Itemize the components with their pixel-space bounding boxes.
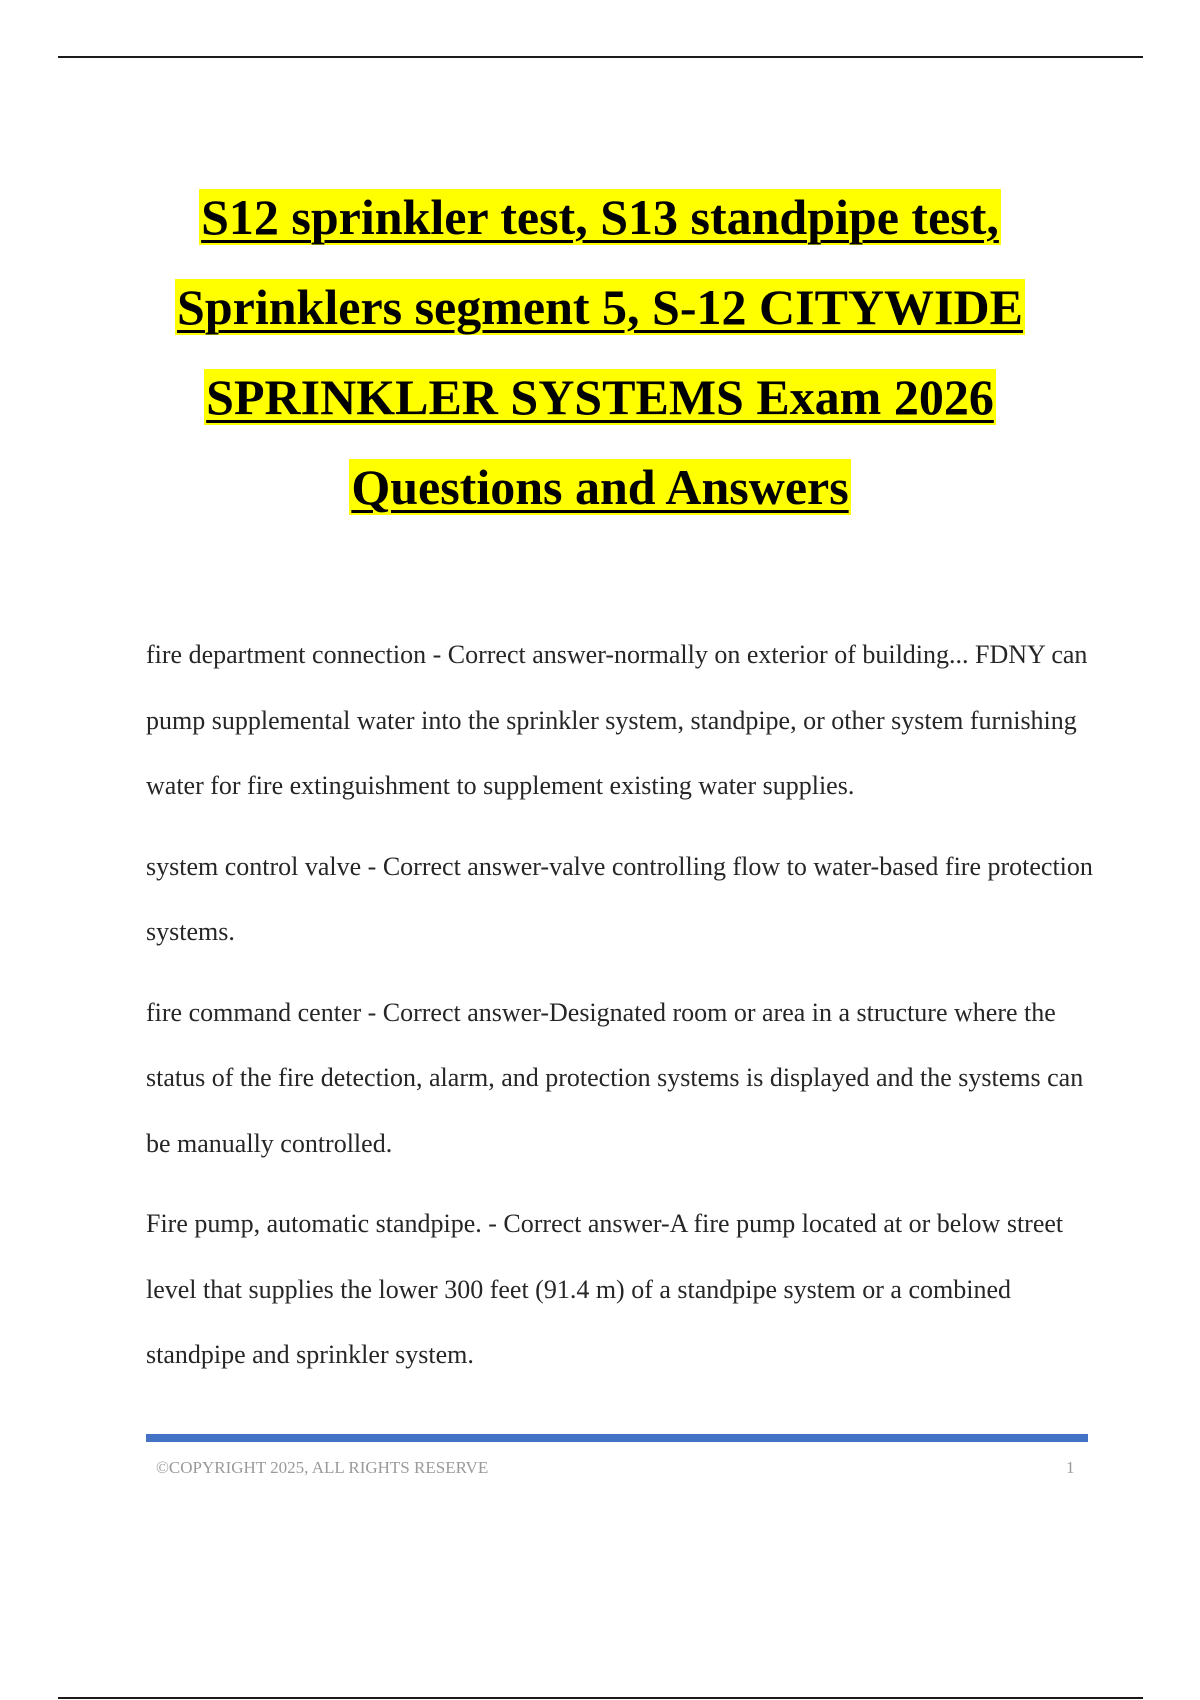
title-line-text: Sprinklers segment 5, S-12 CITYWIDE: [177, 279, 1023, 335]
qa-item: fire command center - Correct answer-Designated room or area in a structure where the status of the fire detection, alarm, and protection systems is displayed and the systems can be manually controlled.: [146, 997, 1084, 1158]
title-line-text: S12 sprinkler test, S13 standpipe test,: [201, 189, 999, 245]
footer-copyright: ©COPYRIGHT 2025, ALL RIGHTS RESERVE: [156, 1458, 489, 1477]
title-line: [60, 262, 1140, 352]
page-number: 1: [1066, 1458, 1075, 1477]
title-line: [60, 172, 1140, 262]
title-line: [60, 442, 1140, 532]
qa-item: system control valve - Correct answer-valve controlling flow to water-based fire protection systems.: [146, 851, 1093, 946]
qa-item: Fire pump, automatic standpipe. - Correct answer-A fire pump located at or below street level that supplies the lower 300 feet (91.4 m) of a standpipe system or a combined standpipe and sprinkler system.: [146, 1209, 1064, 1369]
top-rule: [58, 56, 1143, 58]
title-line-text: Questions and Answers: [351, 459, 849, 515]
bottom-rule: [58, 1697, 1143, 1699]
footer-divider-bar: [146, 1434, 1088, 1442]
title-line-text: SPRINKLER SYSTEMS Exam 2026: [206, 369, 994, 425]
document-title: [60, 172, 1140, 532]
qa-list: [146, 622, 1096, 1403]
qa-item: fire department connection - Correct answer-normally on exterior of building... FDNY can pump supplemental water into the sprinkler system, standpipe, or other system furnishing water for fire extinguishment to supplement existing water supplies.: [146, 640, 1088, 800]
title-line: [60, 352, 1140, 442]
